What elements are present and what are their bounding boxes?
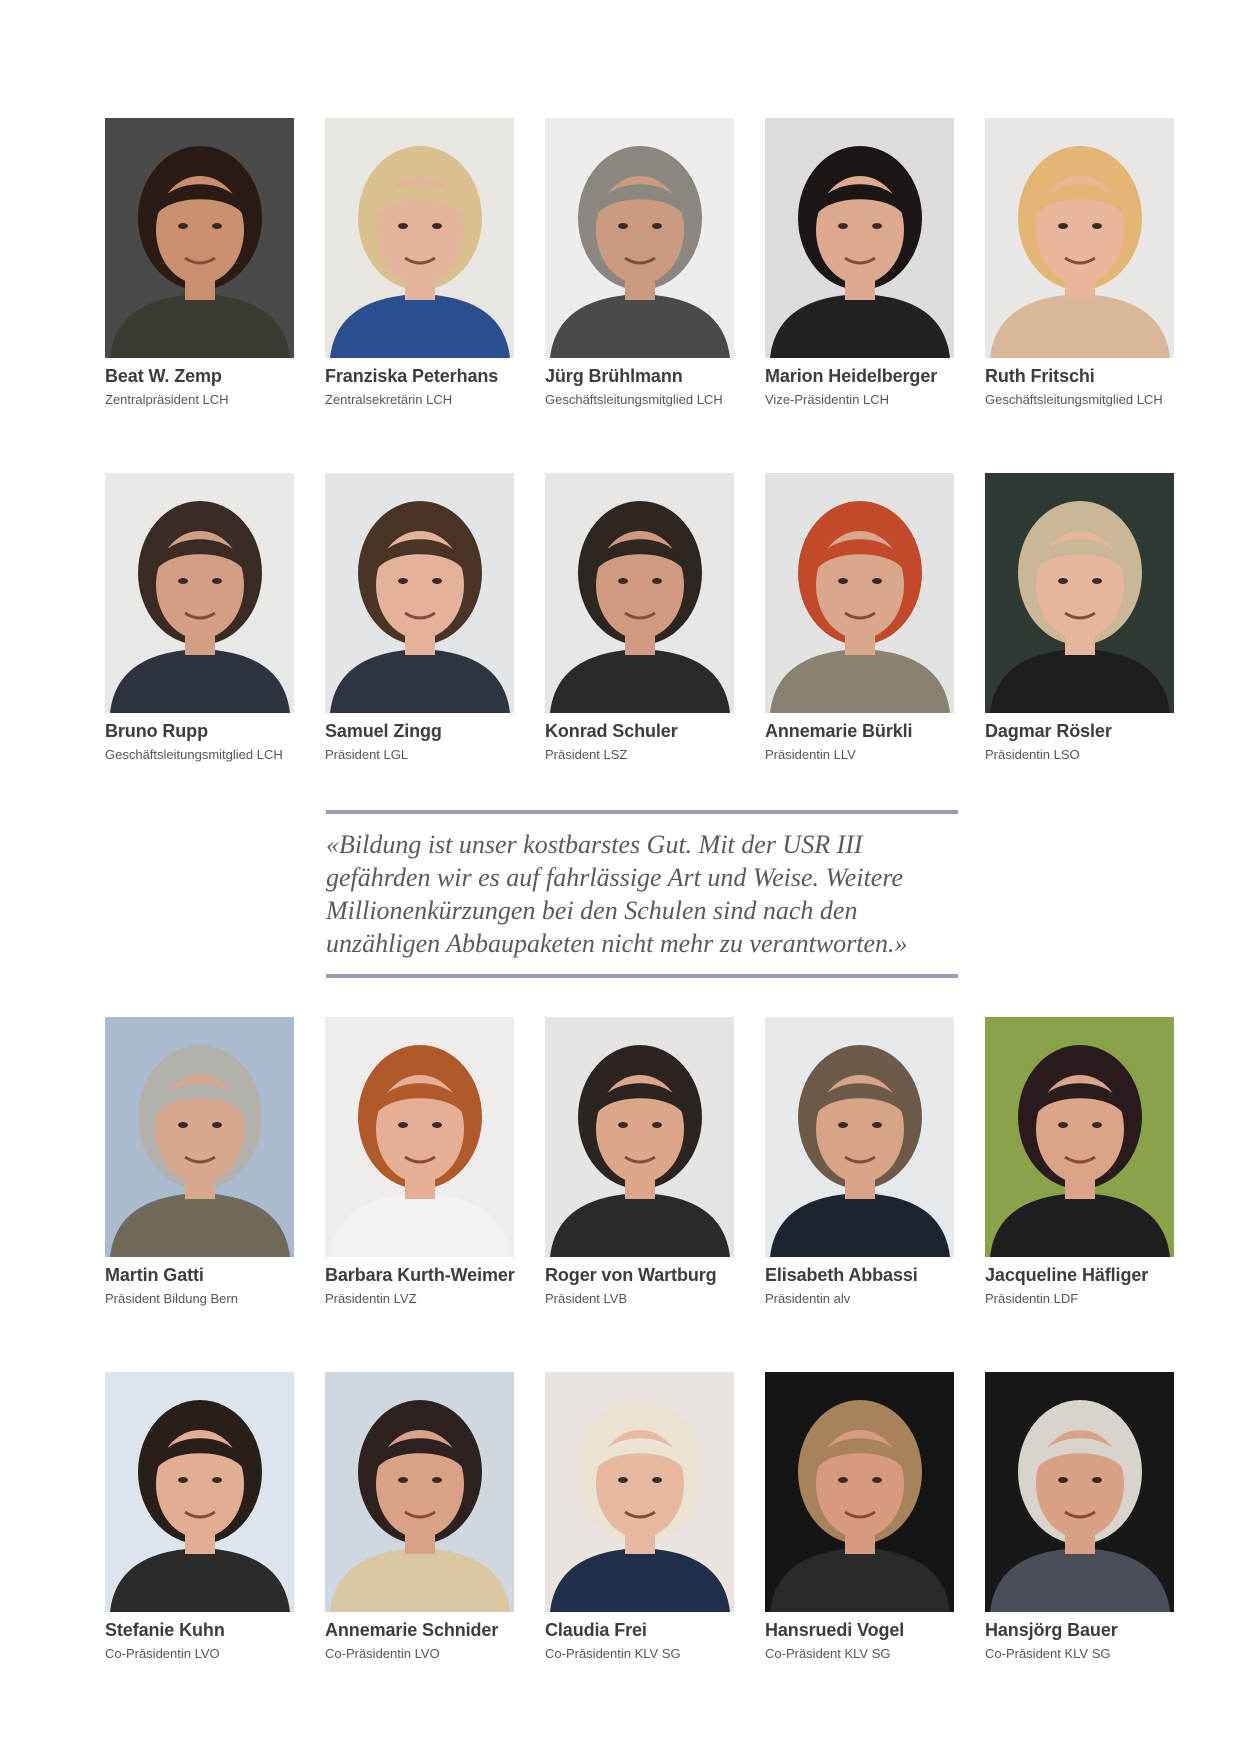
- portrait-row-4: [105, 1372, 1175, 1664]
- person-card: [545, 1017, 734, 1309]
- person-card: [105, 1372, 294, 1664]
- portrait-image: [765, 473, 954, 713]
- person-photo: [325, 118, 514, 358]
- portrait-image: [985, 473, 1174, 713]
- portrait-image: [325, 473, 514, 713]
- person-card: [325, 1372, 514, 1664]
- person-photo: [765, 1017, 954, 1257]
- portrait-image: [545, 1372, 734, 1612]
- person-photo: [105, 473, 294, 713]
- person-name: Annemarie Schnider: [325, 1620, 499, 1640]
- person-card: [545, 473, 734, 765]
- person-photo: [325, 1372, 514, 1612]
- person-photo: [765, 473, 954, 713]
- person-card: [325, 473, 514, 765]
- person-role: Präsidentin LDF: [985, 1291, 1079, 1306]
- person-name: Hansjörg Bauer: [985, 1620, 1118, 1640]
- person-card: [765, 118, 954, 410]
- person-role: Präsidentin LLV: [765, 747, 856, 762]
- portrait-image: [545, 118, 734, 358]
- person-name: Samuel Zingg: [325, 721, 442, 741]
- person-card: [545, 118, 734, 410]
- person-role: Präsident LSZ: [545, 747, 628, 762]
- person-name: Dagmar Rösler: [985, 721, 1112, 741]
- person-photo: [105, 1017, 294, 1257]
- portrait-row-3: [105, 1017, 1175, 1309]
- person-card: [765, 473, 954, 765]
- person-name: Bruno Rupp: [105, 721, 208, 741]
- person-photo: [985, 473, 1174, 713]
- person-card: [105, 473, 294, 765]
- person-card: [985, 118, 1174, 410]
- person-card: [765, 1017, 954, 1309]
- person-name: Elisabeth Abbassi: [765, 1265, 918, 1285]
- person-photo: [325, 473, 514, 713]
- person-card: [985, 1372, 1174, 1664]
- person-name: Martin Gatti: [105, 1265, 204, 1285]
- person-card: [765, 1372, 954, 1664]
- person-role: Präsidentin alv: [765, 1291, 851, 1306]
- portrait-image: [105, 1372, 294, 1612]
- person-card: [985, 473, 1174, 765]
- portrait-row-1: [105, 118, 1175, 410]
- person-role: Co-Präsident KLV SG: [765, 1646, 891, 1661]
- person-name: Jürg Brühlmann: [545, 366, 683, 386]
- person-name: Stefanie Kuhn: [105, 1620, 225, 1640]
- person-role: Präsident Bildung Bern: [105, 1291, 238, 1306]
- portrait-image: [765, 1372, 954, 1612]
- person-card: [105, 118, 294, 410]
- person-role: Co-Präsident KLV SG: [985, 1646, 1111, 1661]
- person-card: [325, 118, 514, 410]
- portrait-image: [325, 1372, 514, 1612]
- person-photo: [985, 1017, 1174, 1257]
- person-role: Präsident LGL: [325, 747, 409, 762]
- portrait-image: [985, 1017, 1174, 1257]
- pull-quote: [326, 810, 958, 978]
- person-name: Jacqueline Häfliger: [985, 1265, 1149, 1285]
- person-name: Annemarie Bürkli: [765, 721, 913, 741]
- person-name: Marion Heidelberger: [765, 366, 938, 386]
- quote-rule-top: [326, 810, 958, 814]
- person-role: Zentralsekretärin LCH: [325, 392, 453, 407]
- person-role: Geschäftsleitungsmitglied LCH: [545, 392, 723, 407]
- person-photo: [105, 1372, 294, 1612]
- person-name: Hansruedi Vogel: [765, 1620, 905, 1640]
- person-name: Roger von Wartburg: [545, 1265, 717, 1285]
- person-card: [985, 1017, 1174, 1309]
- person-photo: [765, 1372, 954, 1612]
- person-photo: [545, 473, 734, 713]
- person-name: Barbara Kurth-Weimer: [325, 1265, 515, 1285]
- person-photo: [105, 118, 294, 358]
- person-name: Konrad Schuler: [545, 721, 678, 741]
- person-role: Co-Präsidentin LVO: [325, 1646, 440, 1661]
- portrait-image: [765, 118, 954, 358]
- person-name: Beat W. Zemp: [105, 366, 222, 386]
- person-name: Ruth Fritschi: [985, 366, 1095, 386]
- person-name: Franziska Peterhans: [325, 366, 499, 386]
- person-role: Präsidentin LVZ: [325, 1291, 417, 1306]
- portrait-image: [105, 1017, 294, 1257]
- person-role: Zentralpräsident LCH: [105, 392, 229, 407]
- portrait-image: [985, 1372, 1174, 1612]
- person-role: Co-Präsidentin LVO: [105, 1646, 220, 1661]
- portrait-image: [105, 118, 294, 358]
- person-photo: [985, 118, 1174, 358]
- person-card: [325, 1017, 514, 1309]
- person-role: Vize-Präsidentin LCH: [765, 392, 890, 407]
- quote-rule-bottom: [326, 974, 958, 978]
- portrait-row-2: [105, 473, 1175, 765]
- person-role: Präsidentin LSO: [985, 747, 1080, 762]
- person-card: [105, 1017, 294, 1309]
- quote-text: «Bildung ist unser kostbarstes Gut. Mit der USR III gefährden wir es auf fahrlässige Art und Weise. Weitere Millionenkürzungen bei den Schulen sind nach den unzähligen Abbaupaketen nicht mehr zu verantworten.»: [326, 830, 908, 958]
- person-photo: [985, 1372, 1174, 1612]
- person-name: Claudia Frei: [545, 1620, 647, 1640]
- person-role: Geschäftsleitungsmitglied LCH: [985, 392, 1163, 407]
- person-card: [545, 1372, 734, 1664]
- person-role: Geschäftsleitungsmitglied LCH: [105, 747, 283, 762]
- portrait-image: [545, 1017, 734, 1257]
- person-photo: [545, 1017, 734, 1257]
- person-role: Co-Präsidentin KLV SG: [545, 1646, 681, 1661]
- person-role: Präsident LVB: [545, 1291, 628, 1306]
- portrait-image: [105, 473, 294, 713]
- portrait-image: [545, 473, 734, 713]
- person-photo: [545, 118, 734, 358]
- portrait-image: [985, 118, 1174, 358]
- person-photo: [545, 1372, 734, 1612]
- portrait-image: [325, 118, 514, 358]
- person-photo: [325, 1017, 514, 1257]
- person-photo: [765, 118, 954, 358]
- portrait-image: [765, 1017, 954, 1257]
- portrait-image: [325, 1017, 514, 1257]
